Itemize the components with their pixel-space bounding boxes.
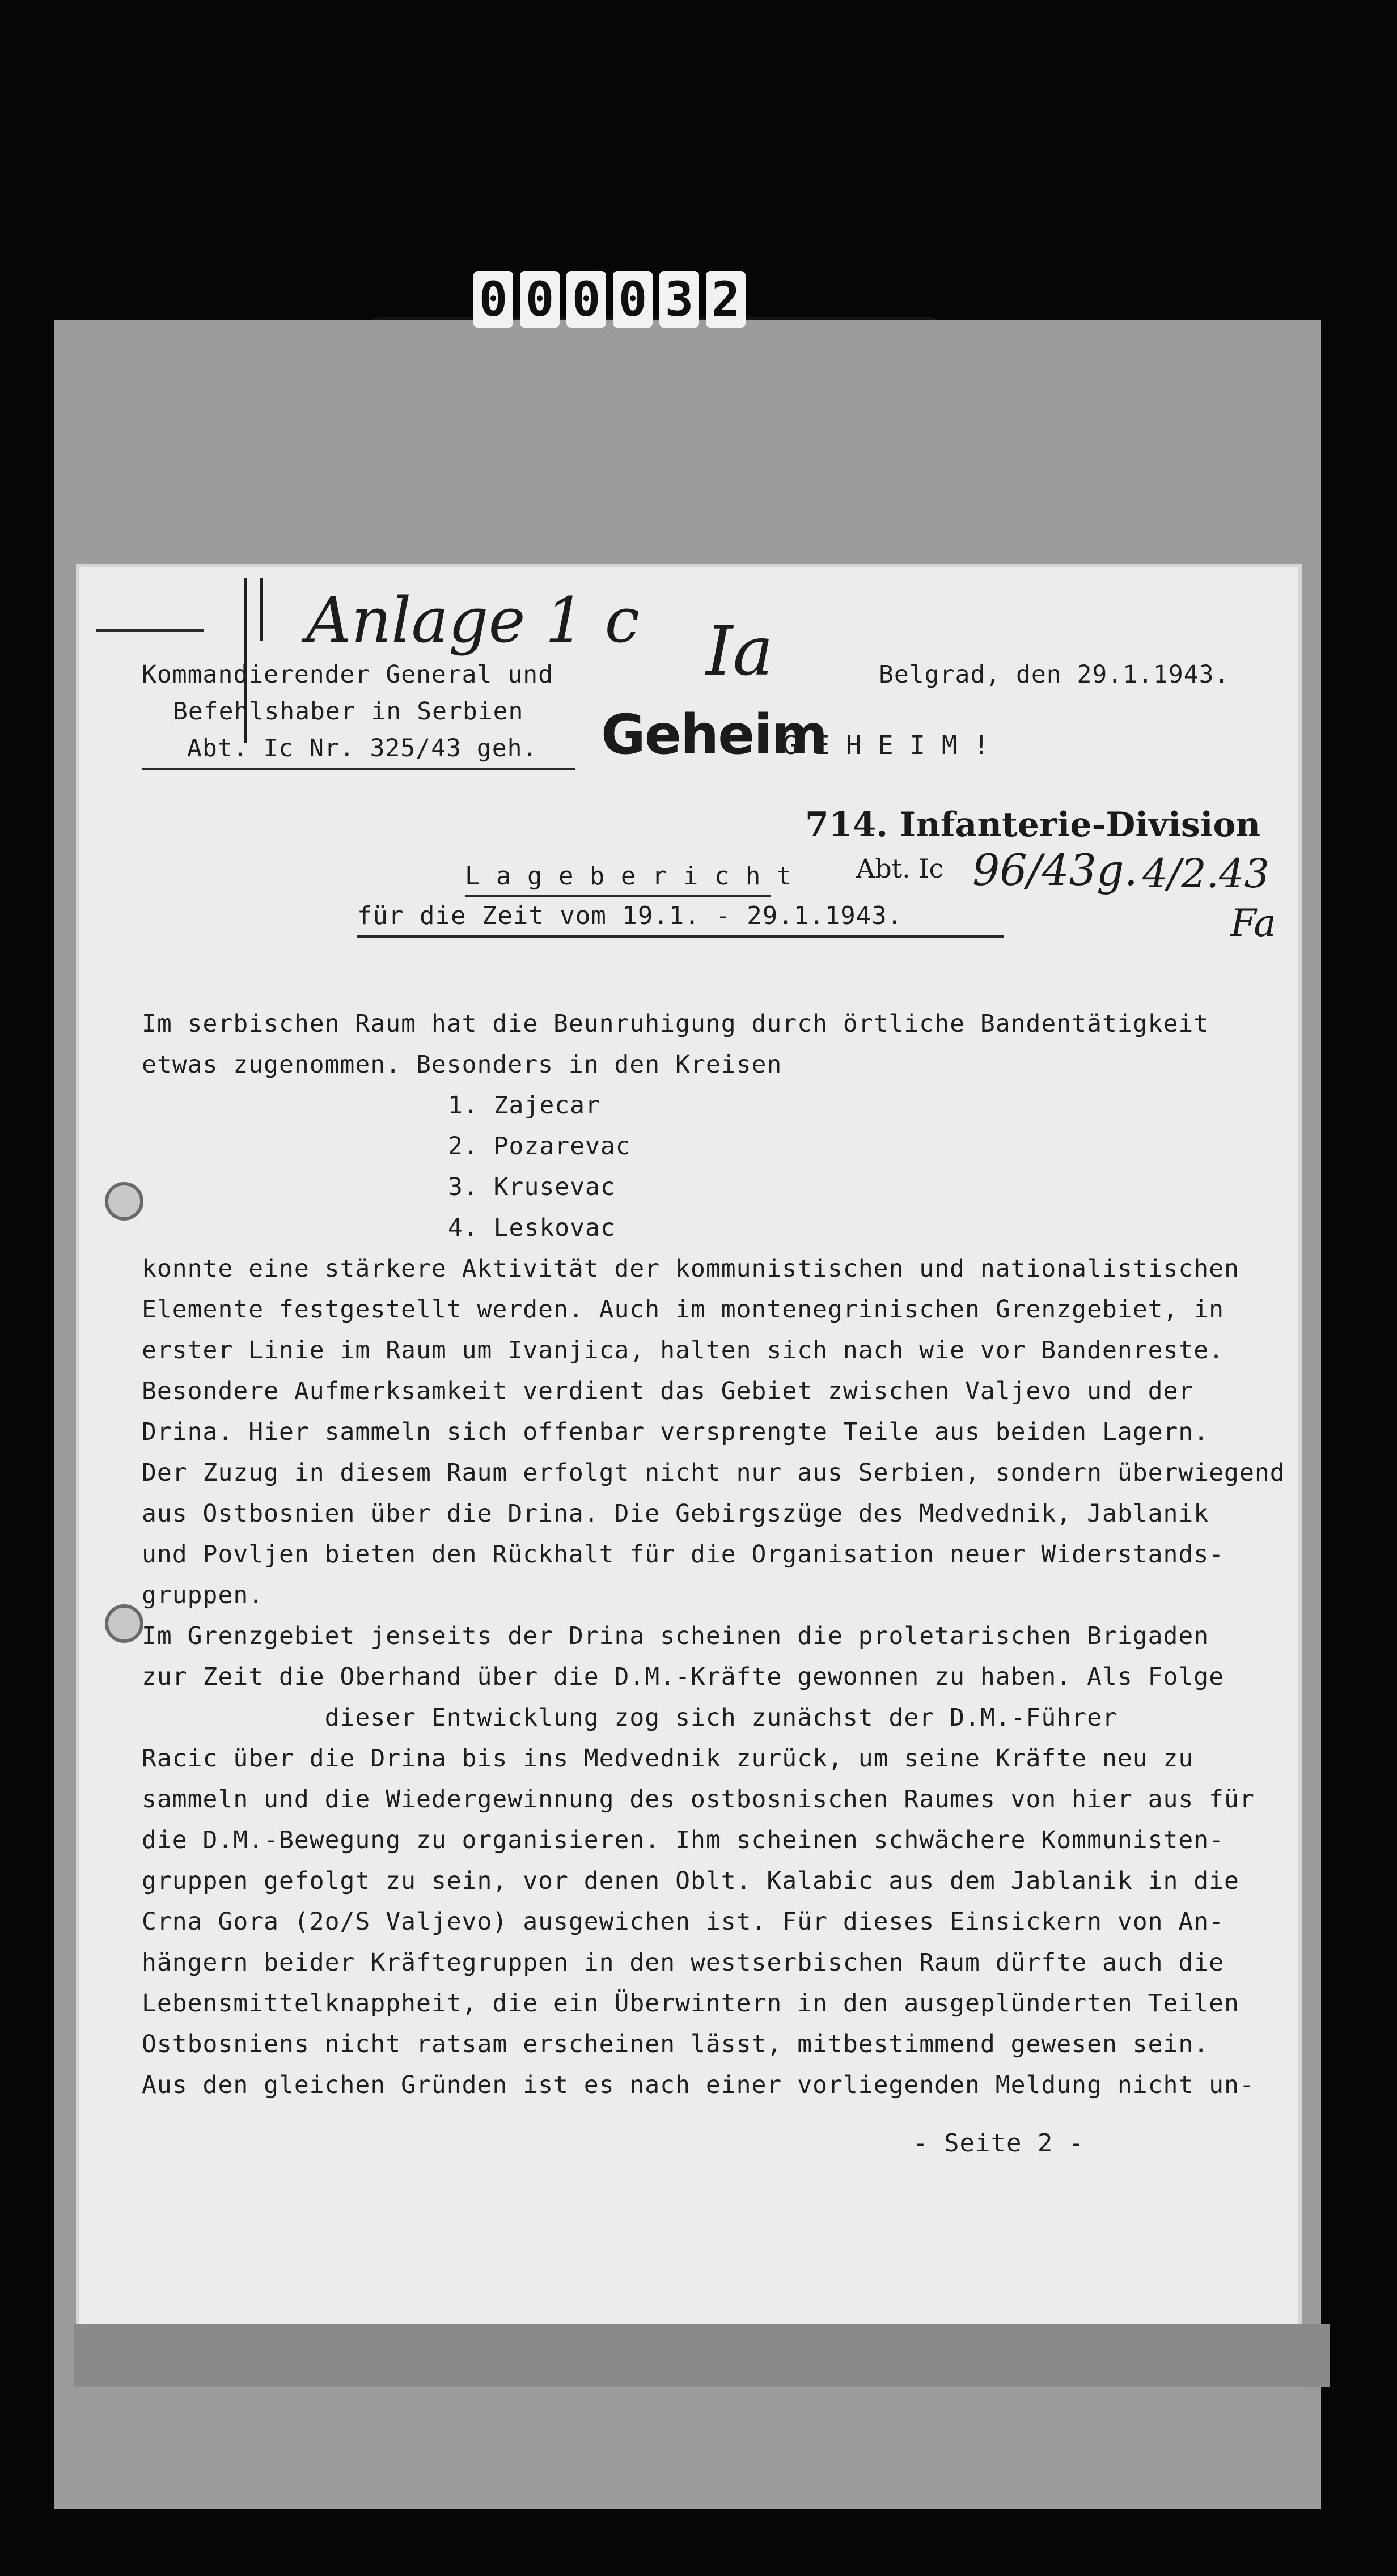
- scanner-bottom-strip: [74, 2324, 1330, 2387]
- intro-paragraph: [142, 1003, 1281, 1085]
- counter-digit: 3: [659, 271, 699, 328]
- kreise-list: [142, 1085, 1281, 1248]
- counter-digit: 0: [520, 271, 560, 328]
- geheim-stamp: Geheim: [601, 703, 827, 766]
- text-line: gruppen.: [142, 1581, 264, 1609]
- list-item: 2. Pozarevac: [448, 1132, 631, 1160]
- margin-dash: [96, 629, 204, 632]
- text-line: Im serbischen Raum hat die Beunruhigung durch örtliche Bandentätigkeit: [142, 1010, 1209, 1038]
- geheim-typed: G E H E I M !: [782, 730, 990, 760]
- report-body: [142, 1003, 1285, 2105]
- handwritten-reference-date: 4/2.43: [1142, 850, 1269, 897]
- place-and-date: Belgrad, den 29.1.1943.: [879, 660, 1230, 689]
- text-line: Im Grenzgebiet jenseits der Drina scheinen die proletarischen Brigaden: [142, 1622, 1209, 1650]
- counter-digit: 0: [566, 271, 606, 328]
- text-line: Besondere Aufmerksamkeit verdient das Gebiet zwischen Valjevo und der: [142, 1377, 1194, 1405]
- text-line: Ostbosniens nicht ratsam erscheinen lässt, mitbestimmend gewesen sein.: [142, 2030, 1209, 2058]
- paragraph-2: [142, 1616, 1281, 2105]
- margin-mark: [260, 578, 263, 641]
- report-title-underline: [465, 895, 771, 897]
- division-stamp: 714. Infanterie-Division: [805, 805, 1261, 845]
- text-line: Elemente festgestellt werden. Auch im montenegrinischen Grenzgebiet, in: [142, 1295, 1225, 1324]
- film-frame-counter: [473, 271, 746, 328]
- file-reference-underline: [142, 768, 575, 770]
- binder-hole: [105, 1604, 143, 1643]
- file-reference: Abt. Ic Nr. 325/43 geh.: [187, 734, 538, 762]
- division-department: Abt. Ic: [856, 853, 944, 884]
- counter-digit: 2: [706, 271, 746, 328]
- report-title: L a g e b e r i c h t: [465, 862, 793, 891]
- counter-digit: 0: [613, 271, 653, 328]
- sender-line-1: Kommandierender General und: [142, 660, 553, 689]
- list-item: 3. Krusevac: [448, 1173, 616, 1201]
- list-item: 1. Zajecar: [448, 1091, 600, 1120]
- text-line: konnte eine stärkere Aktivität der kommunistischen und nationalistischen: [142, 1255, 1239, 1283]
- list-item: 4. Leskovac: [448, 1214, 616, 1242]
- text-line: und Povljen bieten den Rückhalt für die Organisation neuer Widerstands-: [142, 1540, 1225, 1569]
- text-line: gruppen gefolgt zu sein, vor denen Oblt. Kalabic aus dem Jablanik in die: [142, 1867, 1239, 1895]
- page-marker: - Seite 2 -: [913, 2129, 1085, 2158]
- binder-hole: [105, 1182, 143, 1221]
- text-line: Der Zuzug in diesem Raum erfolgt nicht nur aus Serbien, sondern überwiegend: [142, 1459, 1285, 1487]
- report-period: für die Zeit vom 19.1. - 29.1.1943.: [357, 901, 903, 930]
- text-line: Lebensmittelknappheit, die ein Überwintern in den ausgeplünderten Teilen: [142, 1989, 1239, 2018]
- report-period-underline: [357, 935, 1004, 938]
- text-line: erster Linie im Raum um Ivanjica, halten sich nach wie vor Bandenreste.: [142, 1336, 1225, 1365]
- handwritten-initials: Fa: [1230, 901, 1276, 945]
- text-line: dieser Entwicklung zog sich zunächst der D.M.-Führer: [142, 1704, 1117, 1732]
- sender-line-2: Befehlshaber in Serbien: [173, 697, 524, 726]
- text-line: aus Ostbosnien über die Drina. Die Gebirgszüge des Medvednik, Jablanik: [142, 1499, 1209, 1528]
- text-line: Aus den gleichen Gründen ist es nach einer vorliegenden Meldung nicht un-: [142, 2071, 1255, 2099]
- handwritten-anlage-note: Anlage 1 c: [306, 584, 640, 656]
- paragraph-1: [142, 1248, 1285, 1616]
- text-line: zur Zeit die Oberhand über die D.M.-Kräfte gewonnen zu haben. Als Folge: [142, 1663, 1225, 1691]
- counter-digit: 0: [473, 271, 513, 328]
- text-line: sammeln und die Wiedergewinnung des ostbosnischen Raumes von hier aus für: [142, 1785, 1255, 1814]
- text-line: etwas zugenommen. Besonders in den Kreisen: [142, 1050, 782, 1079]
- text-line: Crna Gora (2o/S Valjevo) ausgewichen ist. Für dieses Einsickern von An-: [142, 1908, 1225, 1936]
- text-line: Drina. Hier sammeln sich offenbar versprengte Teile aus beiden Lagern.: [142, 1418, 1209, 1446]
- handwritten-reference-number: 96/43g.: [972, 845, 1138, 895]
- text-line: die D.M.-Bewegung zu organisieren. Ihm scheinen schwächere Kommunisten-: [142, 1826, 1225, 1854]
- text-line: hängern beider Kräftegruppen in den westserbischen Raum dürfte auch die: [142, 1948, 1225, 1977]
- handwritten-ia-note: Ia: [706, 612, 773, 691]
- text-line: Racic über die Drina bis ins Medvednik zurück, um seine Kräfte neu zu: [142, 1744, 1194, 1773]
